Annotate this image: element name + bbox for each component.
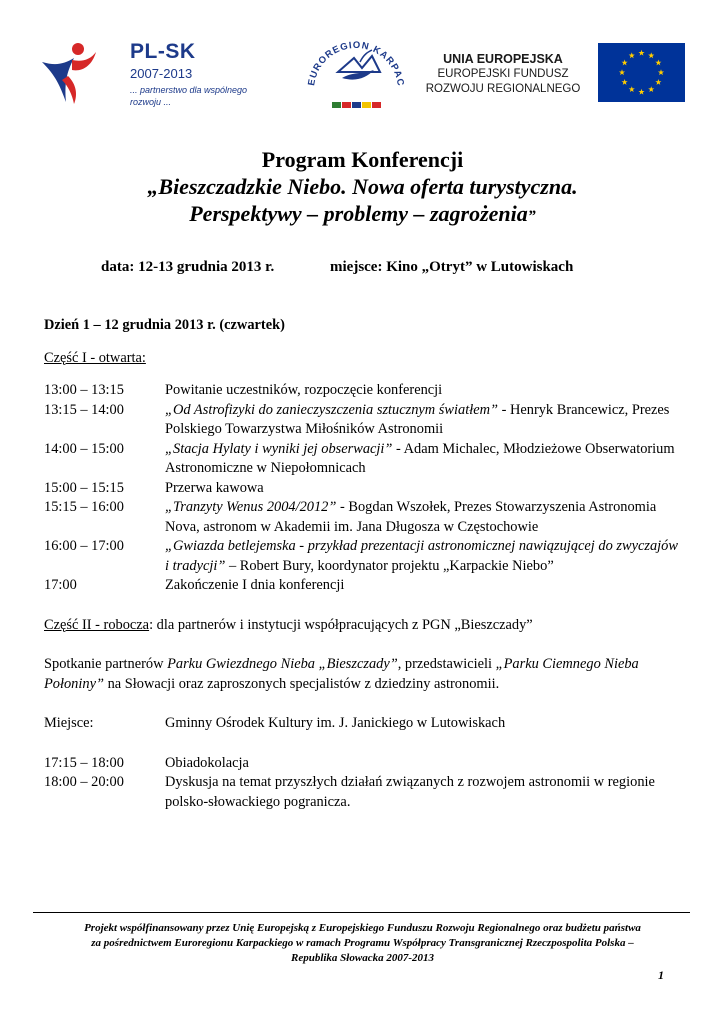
footer-line-3: Republika Słowacka 2007-2013	[290, 952, 434, 964]
schedule-item	[165, 401, 684, 440]
footer-divider	[33, 912, 690, 913]
schedule-item: Zakończenie I dnia konferencji	[165, 577, 345, 593]
talk-speaker: - Bogdan Wszołek, Prezes Stowarzyszenia Astronomia Nova, astronom w Akademii im. Jana Długosza w Częstochowie	[165, 499, 657, 535]
title-line-3-text: Perspektywy – problemy – zagrożenia	[189, 201, 528, 226]
eu-label	[423, 52, 583, 97]
schedule-time: 13:00 – 13:15	[44, 382, 124, 398]
talk-title: „Stacja Hylaty i wyniki jej obserwacji”	[165, 440, 393, 457]
schedule-item: Dyskusja na temat przyszłych działań związanych z rozwojem astronomii w regionie polsko-słowackiego pogranicza.	[165, 774, 655, 810]
footer-line-1: Projekt współfinansowany przez Unię Europejską z Europejskiego Funduszu Rozwoju Regionalnego oraz budżetu państwa	[84, 922, 641, 934]
eu-line-3: ROZWOJU REGIONALNEGO	[425, 83, 581, 95]
page-header	[0, 0, 725, 130]
schedule-row	[44, 498, 684, 537]
talk-title: „Tranzyty Wenus 2004/2012”	[165, 499, 337, 515]
schedule-time: 18:00 – 20:00	[44, 774, 124, 790]
talk-speaker: – Robert Bury, koordynator projektu „Karpackie Niebo”	[225, 557, 554, 574]
talk-title: „Od Astrofizyki do zanieczyszczenia sztucznym światłem”	[165, 401, 498, 418]
part1-label: Część I - otwarta:	[44, 349, 146, 366]
program-title	[0, 146, 725, 230]
title-line-1: Program Konferencji	[261, 147, 464, 172]
venue-row	[44, 714, 684, 734]
schedule-row	[44, 576, 684, 596]
day1-heading: Dzień 1 – 12 grudnia 2013 r. (czwartek)	[44, 317, 285, 333]
schedule-row	[44, 440, 684, 479]
title-line-2: „Bieszczadzkie Niebo. Nowa oferta turystyczna.	[147, 174, 578, 199]
talk-title: „Gwiazda betlejemska - przykład prezentacji astronomicznej nawiązującej do zwyczajów i tradycji”	[165, 538, 678, 574]
part2-line	[44, 616, 684, 636]
euroregion-emblem-icon	[302, 28, 410, 120]
pl-sk-figure-icon	[38, 40, 98, 106]
schedule-row	[44, 754, 684, 774]
program-content	[44, 316, 684, 812]
meeting-description	[44, 655, 684, 694]
schedule-item	[165, 440, 684, 479]
talk-speaker: - Adam Michalec, Młodzieżowe Obserwatorium Astronomiczne w Niepołomnicach	[165, 440, 675, 476]
pl-sk-tagline: ... partnerstwo dla wspólnego rozwoju ...	[130, 85, 248, 107]
part2-description: : dla partnerów i instytucji współpracujących z PGN „Bieszczady”	[149, 616, 533, 633]
venue-name: Gminny Ośrodek Kultury im. J. Janickiego w Lutowiskach	[165, 715, 506, 731]
schedule-list	[44, 381, 684, 596]
meeting-park-name: Parku Gwiezdnego Nieba „Bieszczady”	[167, 656, 398, 672]
schedule-item: Powitanie uczestników, rozpoczęcie konferencji	[165, 382, 443, 398]
schedule-item	[165, 537, 684, 576]
meeting-text: na Słowacji oraz zaproszonych specjalistów z dziedziny astronomii.	[103, 675, 500, 692]
schedule-time: 15:00 – 15:15	[44, 479, 124, 496]
conference-date: data: 12-13 grudnia 2013 r.	[101, 259, 275, 275]
eu-line-2: EUROPEJSKI FUNDUSZ	[437, 68, 569, 80]
schedule-time: 14:00 – 15:00	[44, 440, 124, 457]
pl-sk-name: PL-SK	[130, 40, 196, 63]
funding-footer	[30, 921, 695, 966]
meeting-text: , przedstawicieli	[397, 656, 496, 672]
pl-sk-years: 2007-2013	[130, 66, 193, 81]
schedule-row	[44, 773, 684, 812]
conference-place: miejsce: Kino „Otryt” w Lutowiskach	[330, 259, 574, 275]
title-line-3-quote: ”	[527, 208, 536, 225]
talk-speaker: - Henryk Brancewicz, Prezes Polskiego Towarzystwa Miłośników Astronomii	[165, 401, 670, 437]
title-line-3	[0, 200, 725, 230]
pl-sk-logo	[38, 40, 268, 110]
meeting-text: Spotkanie partnerów	[44, 656, 168, 672]
venue-label: Miejsce:	[44, 715, 94, 731]
schedule-time: 16:00 – 17:00	[44, 538, 124, 554]
schedule-time: 17:15 – 18:00	[44, 754, 124, 771]
schedule-item: Obiadokolacja	[165, 754, 249, 771]
eu-line-1: UNIA EUROPEJSKA	[443, 52, 563, 66]
page-number: 1	[658, 968, 664, 982]
schedule-row	[44, 381, 684, 401]
eu-flag-icon	[598, 43, 685, 102]
schedule-time: 15:15 – 16:00	[44, 499, 124, 515]
svg-text:EUROREGION KARPACKI: EUROREGION KARPAC	[306, 39, 406, 88]
euroregion-karpacki-logo	[302, 28, 410, 120]
meeting-park-name: „Parku Ciemnego Nieba Połoniny”	[44, 656, 639, 692]
schedule-item	[165, 498, 684, 537]
schedule-time: 17:00	[44, 577, 77, 593]
schedule-row	[44, 401, 684, 440]
footer-line-2: za pośrednictwem Euroregionu Karpackiego w ramach Programu Współpracy Transgranicznej Rzeczpospolita Polska –	[91, 937, 634, 949]
schedule-row	[44, 537, 684, 576]
schedule-item: Przerwa kawowa	[165, 479, 264, 496]
part2-label: Część II - robocza	[44, 616, 150, 633]
schedule-row	[44, 479, 684, 499]
schedule-time: 13:15 – 14:00	[44, 401, 124, 418]
